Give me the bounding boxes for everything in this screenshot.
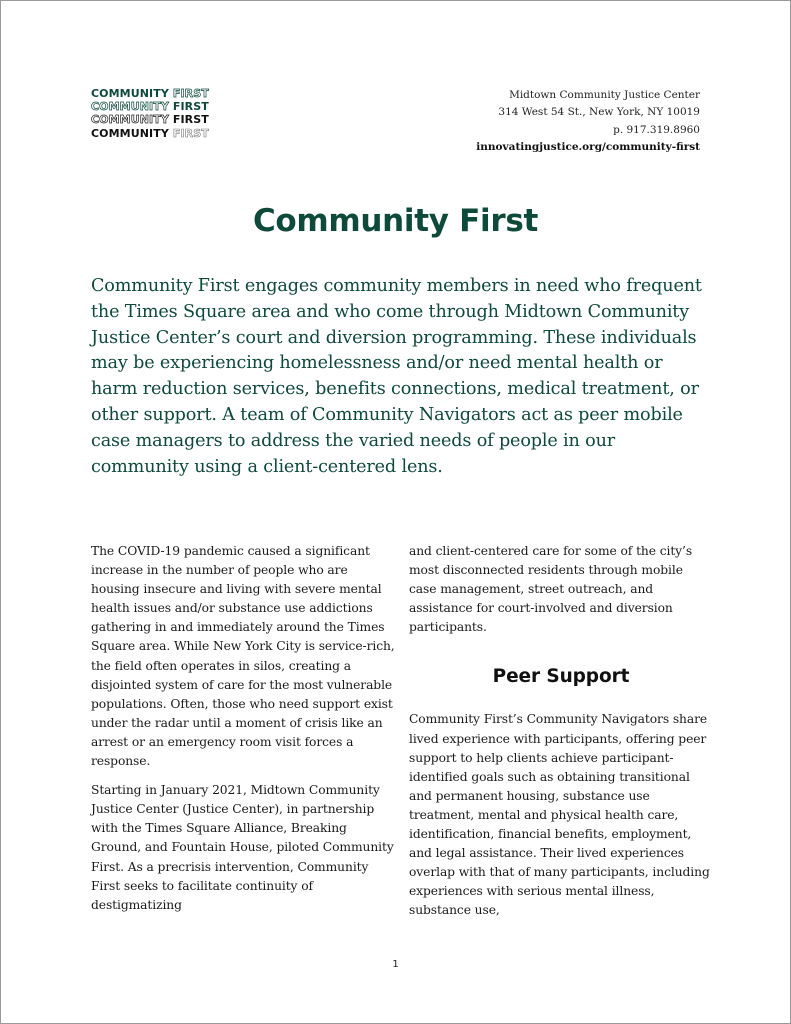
logo-word: FIRST xyxy=(172,113,209,127)
street-address: 314 West 54 St., New York, NY 10019 xyxy=(498,106,700,119)
community-first-logo xyxy=(91,87,209,140)
logo-row-3 xyxy=(91,113,209,126)
section-heading: Peer Support xyxy=(492,666,630,688)
body-paragraph: Community First’s Community Navigators share lived experience with participants, offering peer support to help clients achieve participant-identified goals such as obtaining transitional and permanent housing, substance use treatment, mental and physical health care, identification, financial benefits, employment, and legal assistance. Their lived experiences overlap with that of many participants, including experiences with serious mental illness, substance use, xyxy=(409,712,710,918)
intro-paragraph: Community First engages community members in need who frequent the Times Square area and who come through Midtown Community Justice Center’s court and diversion programming. These individuals may be experiencing homelessness and/or need mental health or harm reduction services, benefits connections, medical treatment, or other support. A team of Community Navigators act as peer mobile case managers to address the varied needs of people in our community using a client-centered lens. xyxy=(91,276,702,477)
logo-word: FIRST xyxy=(172,126,209,140)
logo-row-1 xyxy=(91,87,209,100)
logo-word: COMMUNITY xyxy=(91,113,169,127)
logo-word: COMMUNITY xyxy=(91,100,169,114)
logo-row-4 xyxy=(91,127,209,140)
body-paragraph: and client-centered care for some of the city’s most disconnected residents through mobile case management, street outreach, and assistance for court-involved and diversion participants. xyxy=(409,544,693,635)
body-paragraph: Starting in January 2021, Midtown Community Justice Center (Justice Center), in partnership with the Times Square Alliance, Breaking Ground, and Fountain House, piloted Community First. As a precrisis intervention, Community First seeks to facilitate continuity of destigmatizing xyxy=(91,783,394,912)
website-link[interactable]: innovatingjustice.org/community-first xyxy=(476,140,700,153)
logo-word: COMMUNITY xyxy=(91,126,169,140)
left-column xyxy=(91,542,395,925)
logo-word: FIRST xyxy=(172,87,209,100)
logo-row-2 xyxy=(91,100,209,113)
page-number: 1 xyxy=(392,959,399,970)
org-name: Midtown Community Justice Center xyxy=(509,89,700,101)
right-column xyxy=(409,542,713,931)
address-block xyxy=(476,87,700,156)
logo-word: FIRST xyxy=(172,100,209,114)
phone-number: p. 917.319.8960 xyxy=(613,123,700,136)
page-title: Community First xyxy=(252,203,539,239)
body-paragraph: The COVID-19 pandemic caused a significant increase in the number of people who are housing insecure and living with severe mental health issues and/or substance use addictions gathering in and immediately around the Times Square area. While New York City is service-rich, the field often operates in silos, creating a disjointed system of care for the most vulnerable populations. Often, those who need support exist under the radar until a moment of crisis like an arrest or an emergency room visit forces a response. xyxy=(91,544,395,769)
logo-word: COMMUNITY xyxy=(91,87,169,100)
